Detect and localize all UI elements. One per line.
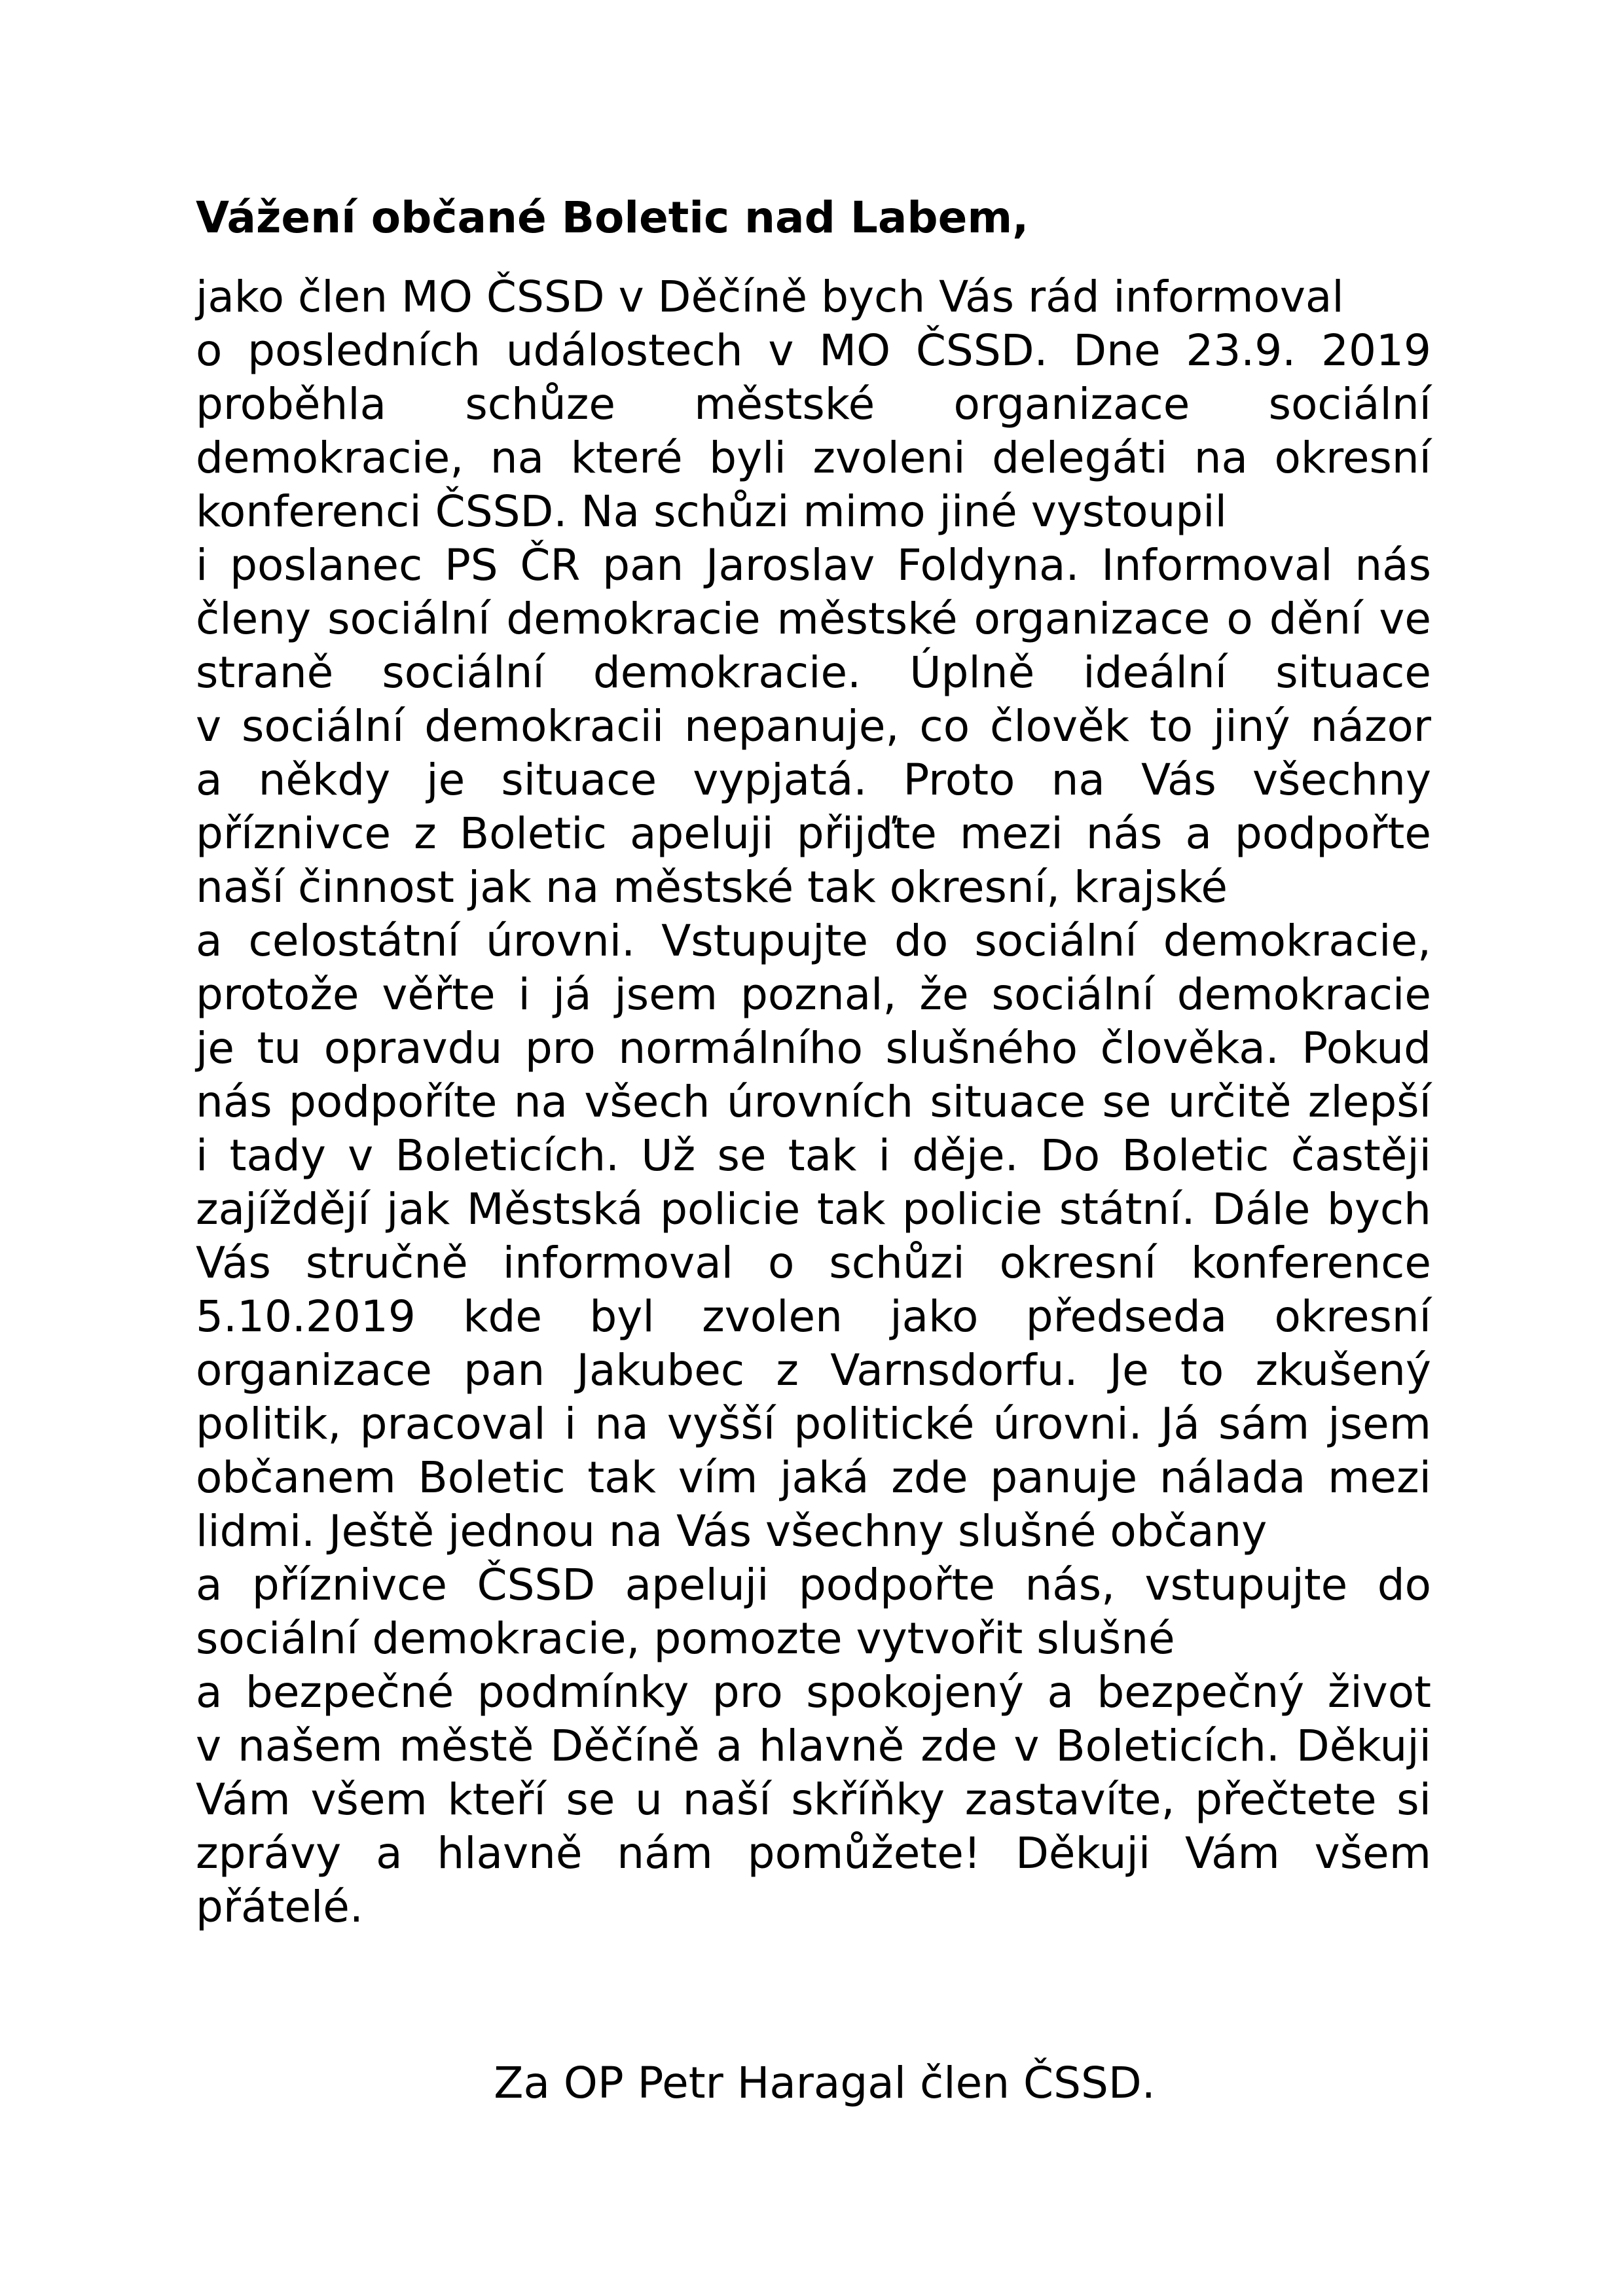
letter-line: 5.10.2019 kde byl zvolen jako předseda okresní: [196, 1291, 1431, 1342]
letter-line: nás podpoříte na všech úrovních situace se určitě zlepší: [196, 1077, 1431, 1127]
letter-greeting: Vážení občané Boletic nad Labem,: [196, 192, 1029, 243]
letter-line: zprávy a hlavně nám pomůžete! Děkuji Vám všem: [196, 1828, 1431, 1878]
letter-line: konferenci ČSSD. Na schůzi mimo jiné vystoupil: [196, 486, 1227, 537]
letter-line: Vás stručně informoval o schůzi okresní konference: [196, 1238, 1431, 1288]
letter-line: demokracie, na které byli zvoleni delegáti na okresní: [196, 433, 1431, 483]
letter-line: v sociální demokracii nepanuje, co člověk to jiný názor: [196, 701, 1431, 751]
letter-line: v našem městě Děčíně a hlavně zde v Boleticích. Děkuji: [196, 1721, 1431, 1771]
letter-line: proběhla schůze městské organizace sociální: [196, 379, 1431, 429]
letter-line: a příznivce ČSSD apeluji podpořte nás, vstupujte do: [196, 1560, 1431, 1610]
letter-line: sociální demokracie, pomozte vytvořit slušné: [196, 1613, 1175, 1664]
letter-line: příznivce z Boletic apeluji přijďte mezi nás a podpořte: [196, 808, 1431, 859]
letter-signature: [0, 2054, 1623, 2113]
letter-line: občanem Boletic tak vím jaká zde panuje nálada mezi: [196, 1452, 1431, 1503]
letter-line: naší činnost jak na městské tak okresní, krajské: [196, 862, 1228, 912]
letter-line: politik, pracoval i na vyšší politické úrovni. Já sám jsem: [196, 1399, 1431, 1449]
letter-line: členy sociální demokracie městské organizace o dění ve: [196, 594, 1431, 644]
letter-line: a někdy je situace vypjatá. Proto na Vás všechny: [196, 755, 1431, 805]
letter-line: i poslanec PS ČR pan Jaroslav Foldyna. Informoval nás: [196, 540, 1431, 590]
letter-line: organizace pan Jakubec z Varnsdorfu. Je to zkušený: [196, 1345, 1431, 1395]
letter-line: zajíždějí jak Městská policie tak policie státní. Dále bych: [196, 1184, 1431, 1234]
letter-line: lidmi. Ještě jednou na Vás všechny slušné občany: [196, 1506, 1267, 1556]
letter-line: straně sociální demokracie. Úplně ideální situace: [196, 647, 1431, 698]
letter-line: o posledních událostech v MO ČSSD. Dne 23.9. 2019: [196, 325, 1431, 376]
letter-line: i tady v Boleticích. Už se tak i děje. Do Boletic častěji: [196, 1130, 1431, 1181]
letter-line: jako člen MO ČSSD v Děčíně bych Vás rád informoval: [196, 272, 1344, 322]
letter-line: přátelé.: [196, 1882, 363, 1932]
letter-line: Vám všem kteří se u naší skříňky zastavíte, přečtete si: [196, 1774, 1431, 1825]
letter-line: a celostátní úrovni. Vstupujte do sociální demokracie,: [196, 916, 1431, 966]
letter-body: [196, 270, 1431, 1934]
letter-line: je tu opravdu pro normálního slušného člověka. Pokud: [196, 1023, 1431, 1073]
signature-text: Za OP Petr Haragal člen ČSSD.: [494, 2058, 1156, 2108]
letter-line: a bezpečné podmínky pro spokojený a bezpečný život: [196, 1667, 1431, 1717]
letter-line: protože věřte i já jsem poznal, že sociální demokracie: [196, 969, 1431, 1020]
